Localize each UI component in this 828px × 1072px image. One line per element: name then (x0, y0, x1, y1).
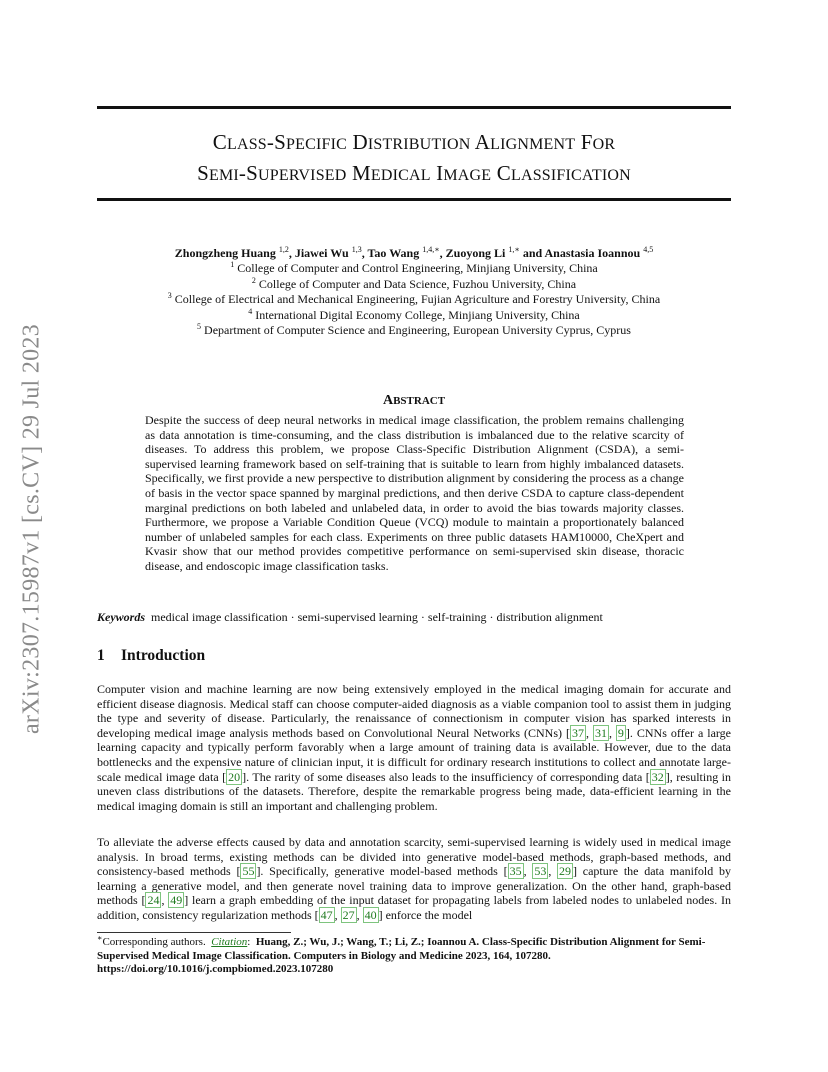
footnote-mark: ∗ (97, 933, 103, 943)
author: Jiawei Wu $^{1,3}$ (294, 245, 362, 260)
affiliation: $^5$ Department of Computer Science and Engineering, European University Cyprus, Cyprus (197, 322, 631, 337)
citation-link[interactable]: 53 (534, 864, 547, 879)
footnote-corresponding: Corresponding authors. (102, 936, 206, 948)
author-list: Zhongzheng Huang $^{1,2}$, Jiawei Wu $^{1,3}$, Tao Wang $^{1,4,∗}$, Zuoyong Li $^{1,∗}$ and Anastasia Ioannou $^{4,5}$ (174, 245, 654, 260)
citation-link[interactable]: 40 (364, 907, 377, 922)
citation-link[interactable]: 49 (170, 893, 183, 908)
author: Anastasia Ioannou $^{4,5}$ (544, 245, 654, 260)
section-heading-introduction (97, 647, 205, 665)
citation-link[interactable]: 37 (571, 725, 584, 740)
citation-link[interactable]: 9 (617, 725, 624, 740)
arxiv-identifier-sidebar (12, 294, 52, 764)
title-line-1: CLASS-SPECIFIC DISTRIBUTION ALIGNMENT FOR (212, 130, 616, 154)
citation-link[interactable]: 31 (594, 725, 607, 740)
author: Tao Wang $^{1,4,∗}$ (367, 245, 440, 260)
arxiv-identifier[interactable]: arXiv:2307.15987v1 [cs.CV] 29 Jul 2023 (18, 323, 45, 735)
title-line-2: SEMI-SUPERVISED MEDICAL IMAGE CLASSIFICATION (197, 161, 631, 185)
keywords-label: Keywords (97, 610, 145, 624)
affiliation: $^1$ College of Computer and Control Engineering, Minjiang University, China (230, 260, 598, 275)
citation-link[interactable]: 32 (651, 769, 664, 784)
intro-paragraph-2: To alleviate the adverse effects caused by data and annotation scarcity, semi-supervised learning is widely used in medical image analysis. In broad terms, existing methods can be divided into generative model-based methods, graph-based methods, and consistency-based methods [ 55 ]. Specifically, generative model-based methods [ 35 , 53 , 29 ] capture the data manifold by learning a generative model, and then generate novel training data to improve generalization. On the other hand, graph-based methods [ 24 , 49 ] learn a graph embedding of the input dataset for propagating labels from labeled nodes to unlabeled nodes. In addition, consistency regularization methods [ 47 , 27 , 40 ] enforce the model (97, 835, 731, 922)
affiliation: $^4$ International Digital Economy College, Minjiang University, China (248, 306, 580, 322)
affiliation-list (97, 261, 731, 339)
abstract-heading: ABSTRACT (382, 393, 446, 408)
author-block (97, 246, 731, 339)
citation-link[interactable]: 29 (559, 864, 572, 879)
citation-link[interactable]: 24 (147, 893, 160, 908)
author: Zuoyong Li $^{1,∗}$ (445, 245, 520, 260)
title-top-rule (97, 106, 731, 109)
citation-link[interactable]: 35 (509, 864, 522, 879)
keywords-line (97, 610, 731, 625)
intro-paragraph-1: Computer vision and machine learning are now being extensively employed in the medical imaging domain for accurate and efficient disease diagnosis. Medical staff can choose computer-aided diagnosis as a viable companion tool to assist them in judging the type and severity of disease. Particularly, the renaissance of connectionism in computer vision has sparked interests in developing medical image analysis methods based on Convolutional Neural Networks (CNNs) [ 37 , 31 , 9 ]. CNNs offer a large learning capacity and typically perform favorably when a large amount of training data is available. However, due to the data bottlenecks and the expensive nature of clinician input, it is difficult for ordinary research institutions to collect and annotate large-scale medical image data [ 20 ]. The rarity of some diseases also leads to the insufficiency of corresponding data [ 32 ], resulting in uneven class distributions of the datasets. Therefore, despite the remarkable progress being made, data-efficient learning in the medical imaging domain is still an important and challenging problem. (97, 682, 732, 813)
section-number: 1 (97, 647, 105, 664)
abstract-text: Despite the success of deep neural networks in medical image classification, the problem remains challenging as data annotation is time-consuming, and the class distribution is imbalanced due to the relative scarcity of diseases. To address this problem, we propose Class-Specific Distribution Alignment (CSDA), a semi-supervised learning framework based on self-training that is suitable to learn from highly imbalanced datasets. Specifically, we first provide a new perspective to distribution alignment by considering the process as a change of basis in the vector space spanned by marginal predictions, and then derive CSDA to capture class-dependent marginal predictions on both labeled and unlabeled data, in order to avoid the bias towards majority classes. Furthermore, we propose a Variable Condition Queue (VCQ) module to maintain a proportionately balanced number of unlabeled samples for each class. Experiments on three public datasets HAM10000, CheXpert and Kvasir show that our method provides competitive performance on semi-supervised skin disease, thoracic disease, and endoscopic image classification tasks. (145, 413, 684, 573)
citation-link[interactable]: 47 (320, 907, 333, 922)
section-title: Introduction (121, 647, 206, 664)
footnote: ∗Corresponding authors. Citation: Huang, Z.; Wu, J.; Wang, T.; Li, Z.; Ioannou A. Class-Specific Distribution Alignment for Semi-Supervised Medical Image Classification. Computers in Biology and Medicine 2023, 164, 107280. https://doi.org/10.1016/j.compbiomed.2023.107280 (97, 933, 706, 975)
title-bottom-rule (97, 198, 731, 201)
citation-text: Huang, Z.; Wu, J.; Wang, T.; Li, Z.; Ioannou A. Class-Specific Distribution Alignment for Semi-Supervised Medical Image Classification. Computers in Biology and Medicine 2023, 164, 107280. https://doi.org/10.1016/j.compbiomed.2023.107280 (97, 936, 706, 975)
footnote-rule (97, 932, 291, 933)
citation-link[interactable]: 55 (242, 864, 255, 879)
keywords-text: medical image classification · semi-supervised learning · self-training · distribution alignment (151, 610, 603, 624)
affiliation: $^2$ College of Computer and Data Science, Fuzhou University, China (251, 275, 577, 291)
paper-title (97, 128, 731, 190)
author: Zhongzheng Huang $^{1,2}$ (174, 245, 289, 260)
citation-label-link[interactable]: Citation (211, 936, 248, 948)
citation-link[interactable]: 27 (342, 907, 355, 922)
citation-link[interactable]: 20 (228, 769, 241, 784)
affiliation: $^3$ College of Electrical and Mechanical Engineering, Fujian Agriculture and Forestry University, China (167, 291, 661, 306)
